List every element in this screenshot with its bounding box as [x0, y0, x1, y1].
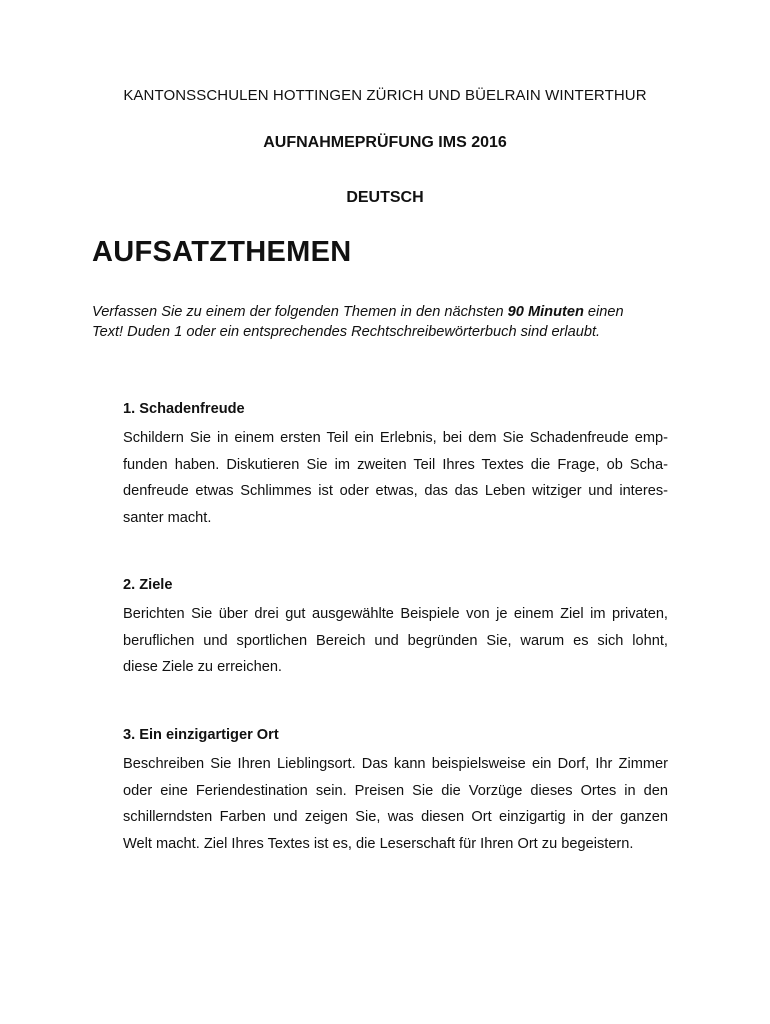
- topic-line: schillerndsten Farben und zeigen Sie, was diesen Ort einzigartig in der ganzen: [123, 809, 668, 825]
- topic-line: Berichten Sie über drei gut ausgewählte Beispiele von je einem Ziel im privaten,: [123, 606, 668, 622]
- page-title: AUFSATZTHEMEN: [92, 236, 352, 268]
- topic-line: Welt macht. Ziel Ihres Textes ist es, die Leserschaft für Ihren Ort zu begeistern.: [123, 835, 634, 852]
- topic-line: diese Ziele zu erreichen.: [123, 659, 282, 675]
- subject-title: DEUTSCH: [346, 189, 424, 206]
- instructions-text: Verfassen Sie zu einem der folgenden Themen in den nächsten: [92, 304, 508, 320]
- topic-body: [123, 601, 668, 681]
- topic-line: beruflichen und sportlichen Bereich und begründen Sie, warum es sich lohnt,: [123, 632, 668, 649]
- topic-line: santer macht.: [123, 509, 212, 526]
- instructions: [92, 302, 682, 342]
- topic-body: [123, 751, 668, 857]
- topic-body: [123, 425, 668, 531]
- topic-title: 1. Schadenfreude: [123, 401, 245, 417]
- topic-title: 2. Ziele: [123, 577, 173, 593]
- exam-title: AUFNAHMEPRÜFUNG IMS 2016: [263, 134, 507, 151]
- topic-line: funden haben. Diskutieren Sie im zweiten Teil Ihres Textes die Frage, ob Scha-: [123, 456, 668, 473]
- school-header: KANTONSSCHULEN HOTTINGEN ZÜRICH UND BÜELRAIN WINTERTHUR: [123, 87, 647, 104]
- topic-line: denfreude etwas Schlimmes ist oder etwas, das das Leben witziger und interes-: [123, 483, 668, 499]
- topic-line: Schildern Sie in einem ersten Teil ein Erlebnis, bei dem Sie Schadenfreude emp-: [123, 430, 668, 446]
- time-limit: 90 Minuten: [507, 304, 584, 320]
- topic-einzigartiger-ort: [123, 725, 668, 857]
- topic-schadenfreude: [123, 399, 668, 531]
- instructions-line-2: Text! Duden 1 oder ein entsprechendes Rechtschreibewörterbuch sind erlaubt.: [92, 324, 601, 340]
- instructions-text: einen: [583, 304, 624, 320]
- instructions-line-1: [92, 302, 682, 322]
- topic-line: Beschreiben Sie Ihren Lieblingsort. Das kann beispielsweise ein Dorf, Ihr Zimmer: [123, 756, 668, 772]
- topic-line: oder eine Feriendestination sein. Preisen Sie die Vorzüge dieses Ortes in den: [123, 782, 668, 799]
- topic-ziele: [123, 575, 668, 681]
- topic-title: 3. Ein einzigartiger Ort: [123, 727, 279, 743]
